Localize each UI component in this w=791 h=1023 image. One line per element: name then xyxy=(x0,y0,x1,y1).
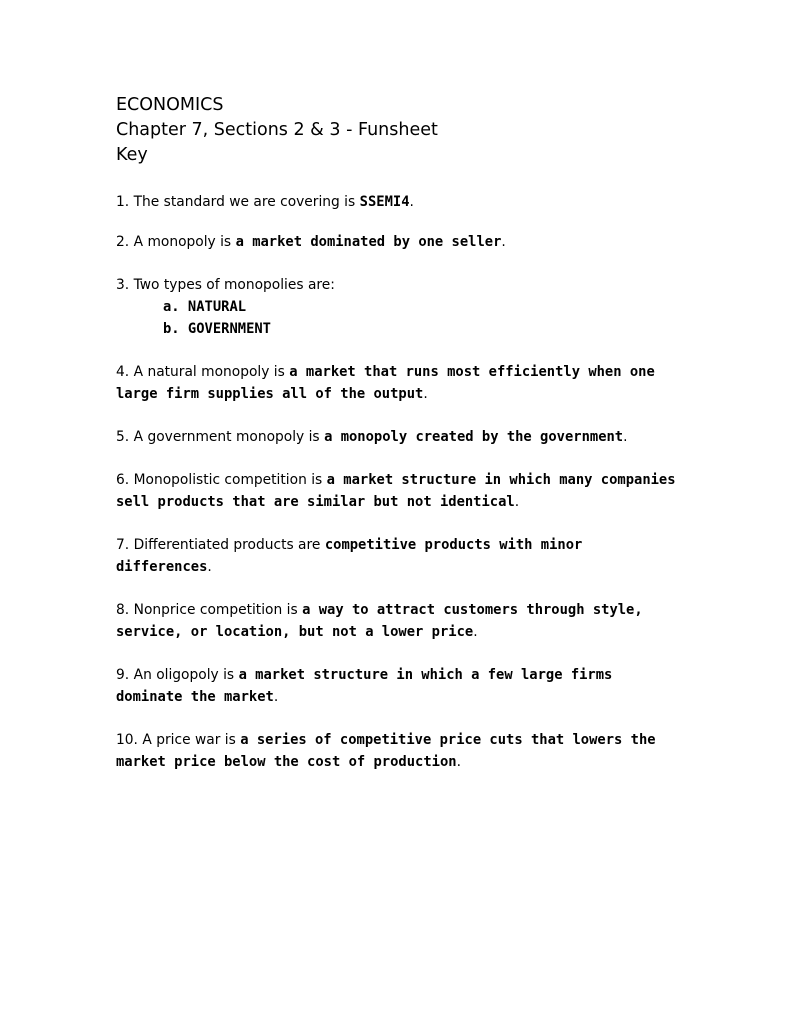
answer-7: competitive products with minor differences xyxy=(116,537,583,575)
answer-9: a market structure in which a few large firms dominate the market xyxy=(116,667,613,705)
question-3: 3. Two types of monopolies are: xyxy=(116,277,335,293)
answer-3b: b. GOVERNMENT xyxy=(163,321,271,337)
answer-10: a series of competitive price cuts that lowers the market price below the cost of production xyxy=(116,732,656,770)
answer-6: a market structure in which many companies sell products that are similar but not identical xyxy=(116,472,676,510)
answer-5: a monopoly created by the government xyxy=(324,429,624,445)
question-list xyxy=(116,191,686,773)
question-6: 6. Monopolistic competition is a market structure in which many companies sell products that are similar but not identical. xyxy=(116,472,676,510)
answer-1: SSEMI4 xyxy=(359,194,410,210)
answer-3a: a. NATURAL xyxy=(163,299,247,315)
question-8: 8. Nonprice competition is a way to attract customers through style, service, or location, but not a lower price. xyxy=(116,602,643,640)
answer-2: a market dominated by one seller xyxy=(235,234,502,250)
question-2: 2. A monopoly is a market dominated by one seller. xyxy=(116,234,506,250)
question-4: 4. A natural monopoly is a market that runs most efficiently when one large firm supplies all of the output. xyxy=(116,364,655,402)
question-1: 1. The standard we are covering is SSEMI4. xyxy=(116,194,414,210)
question-9: 9. An oligopoly is a market structure in which a few large firms dominate the market. xyxy=(116,667,613,705)
document-header xyxy=(116,93,438,168)
question-7: 7. Differentiated products are competitive products with minor differences. xyxy=(116,537,583,575)
chapter-title: Chapter 7, Sections 2 & 3 - Funsheet xyxy=(116,120,438,140)
question-10: 10. A price war is a series of competitive price cuts that lowers the market price below the cost of production. xyxy=(116,732,656,770)
answer-8: a way to attract customers through style, service, or location, but not a lower price xyxy=(116,602,643,640)
key-label: Key xyxy=(116,145,148,165)
question-5: 5. A government monopoly is a monopoly created by the government. xyxy=(116,429,628,445)
subject-title: ECONOMICS xyxy=(116,95,224,115)
answer-4: a market that runs most efficiently when one large firm supplies all of the output xyxy=(116,364,655,402)
